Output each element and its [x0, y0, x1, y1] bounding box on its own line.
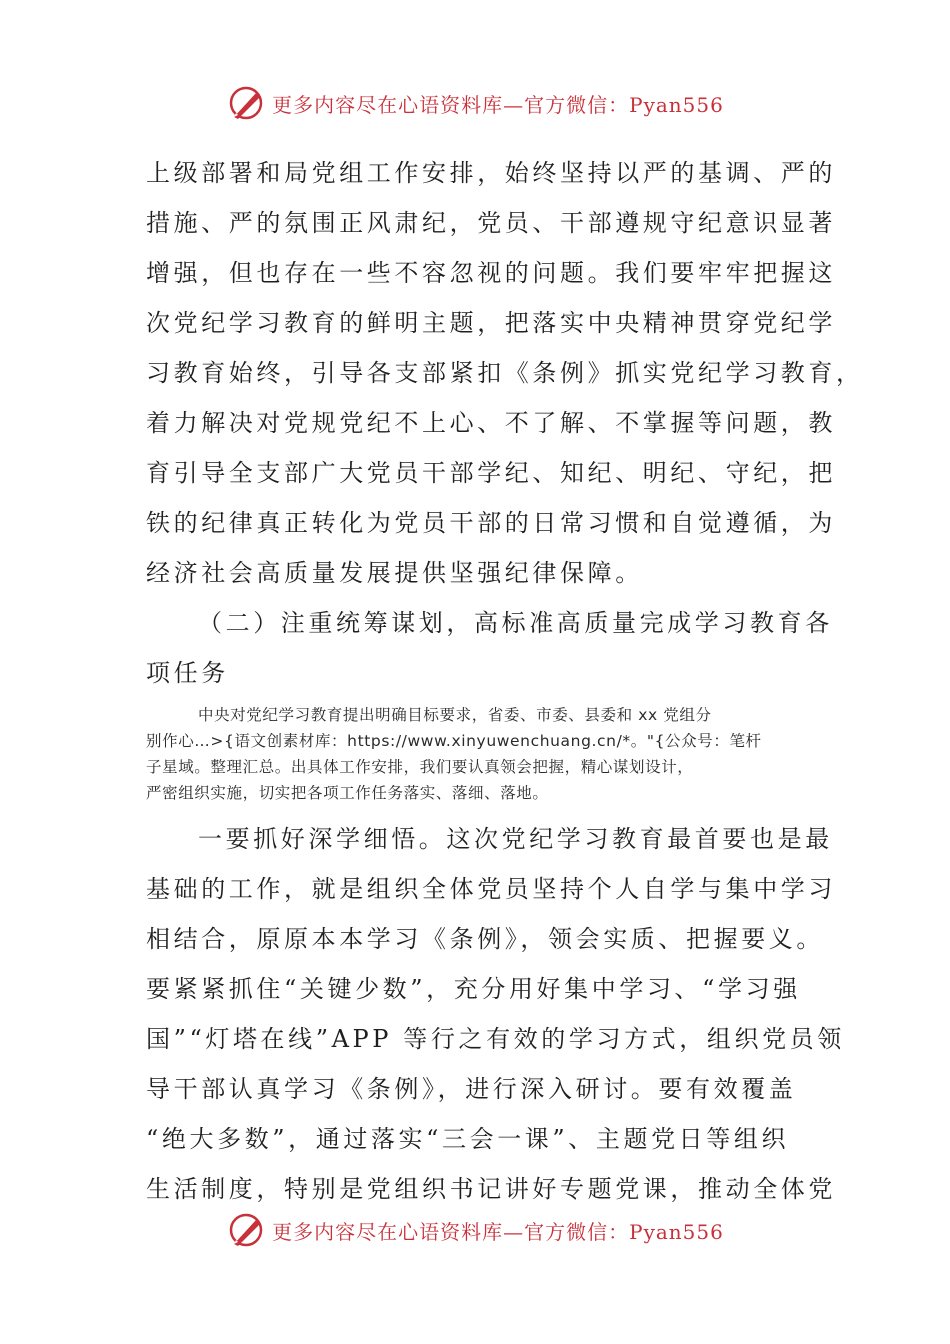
text-line: 基础的工作，就是组织全体党员坚持个人自学与集中学习: [146, 875, 836, 903]
note-line: 别作心…>{语文创素材库：https://www.xinyuwenchuang.cn/*。"{公众号：笔杆: [146, 732, 762, 750]
pen-logo-icon: [226, 1210, 266, 1250]
text-line: 增强，但也存在一些不容忽视的问题。我们要牢牢把握这: [146, 259, 836, 287]
note-line: 中央对党纪学习教育提出明确目标要求，省委、市委、县委和 xx 党组分: [198, 706, 712, 724]
section-heading-cont: 项任务: [146, 659, 229, 687]
text-line: 育引导全支部广大党员干部学纪、知纪、明纪、守纪，把: [146, 459, 836, 487]
text-line: 铁的纪律真正转化为党员干部的日常习惯和自觉遵循，为: [146, 509, 836, 537]
text-line: 着力解决对党规党纪不上心、不了解、不掌握等问题，教: [146, 409, 836, 437]
text-line: 措施、严的氛围正风肃纪，党员、干部遵规守纪意识显著: [146, 209, 836, 237]
text-line: 习教育始终，引导各支部紧扣《条例》抓实党纪学习教育，: [146, 359, 864, 387]
footer-banner: [0, 1207, 950, 1253]
text-line: 上级部署和局党组工作安排，始终坚持以严的基调、严的: [146, 159, 836, 187]
note-line: 严密组织实施，切实把各项工作任务落实、落细、落地。: [146, 784, 549, 802]
text-line: “绝大多数”，通过落实“三会一课”、主题党日等组织: [146, 1125, 790, 1153]
text-line: 要紧紧抓住“关键少数”，充分用好集中学习、“学习强: [146, 975, 801, 1003]
banner-text: 更多内容尽在心语资料库—官方微信：Pyan556: [272, 92, 724, 117]
pen-logo-icon: [226, 83, 266, 123]
text-line: 国”“灯塔在线”APP 等行之有效的学习方式，组织党员领: [146, 1025, 845, 1053]
text-line: 导干部认真学习《条例》，进行深入研讨。要有效覆盖: [146, 1075, 797, 1103]
text-line: 经济社会高质量发展提供坚强纪律保障。: [146, 559, 643, 587]
text-line: 次党纪学习教育的鲜明主题，把落实中央精神贯穿党纪学: [146, 309, 836, 337]
banner-text: 更多内容尽在心语资料库—官方微信：Pyan556: [272, 1219, 724, 1244]
inserted-note: [146, 702, 806, 806]
text-line: 生活制度，特别是党组织书记讲好专题党课，推动全体党: [146, 1175, 836, 1203]
text-line: 相结合，原原本本学习《条例》，领会实质、把握要义。: [146, 925, 824, 953]
document-body: [146, 148, 864, 1214]
note-line: 子星域。整理汇总。出具体工作安排，我们要认真领会把握，精心谋划设计，: [146, 758, 694, 776]
section-heading: （二）注重统筹谋划，高标准高质量完成学习教育各: [198, 609, 833, 637]
text-line: 一要抓好深学细悟。这次党纪学习教育最首要也是最: [198, 825, 833, 853]
header-banner: [0, 80, 950, 126]
